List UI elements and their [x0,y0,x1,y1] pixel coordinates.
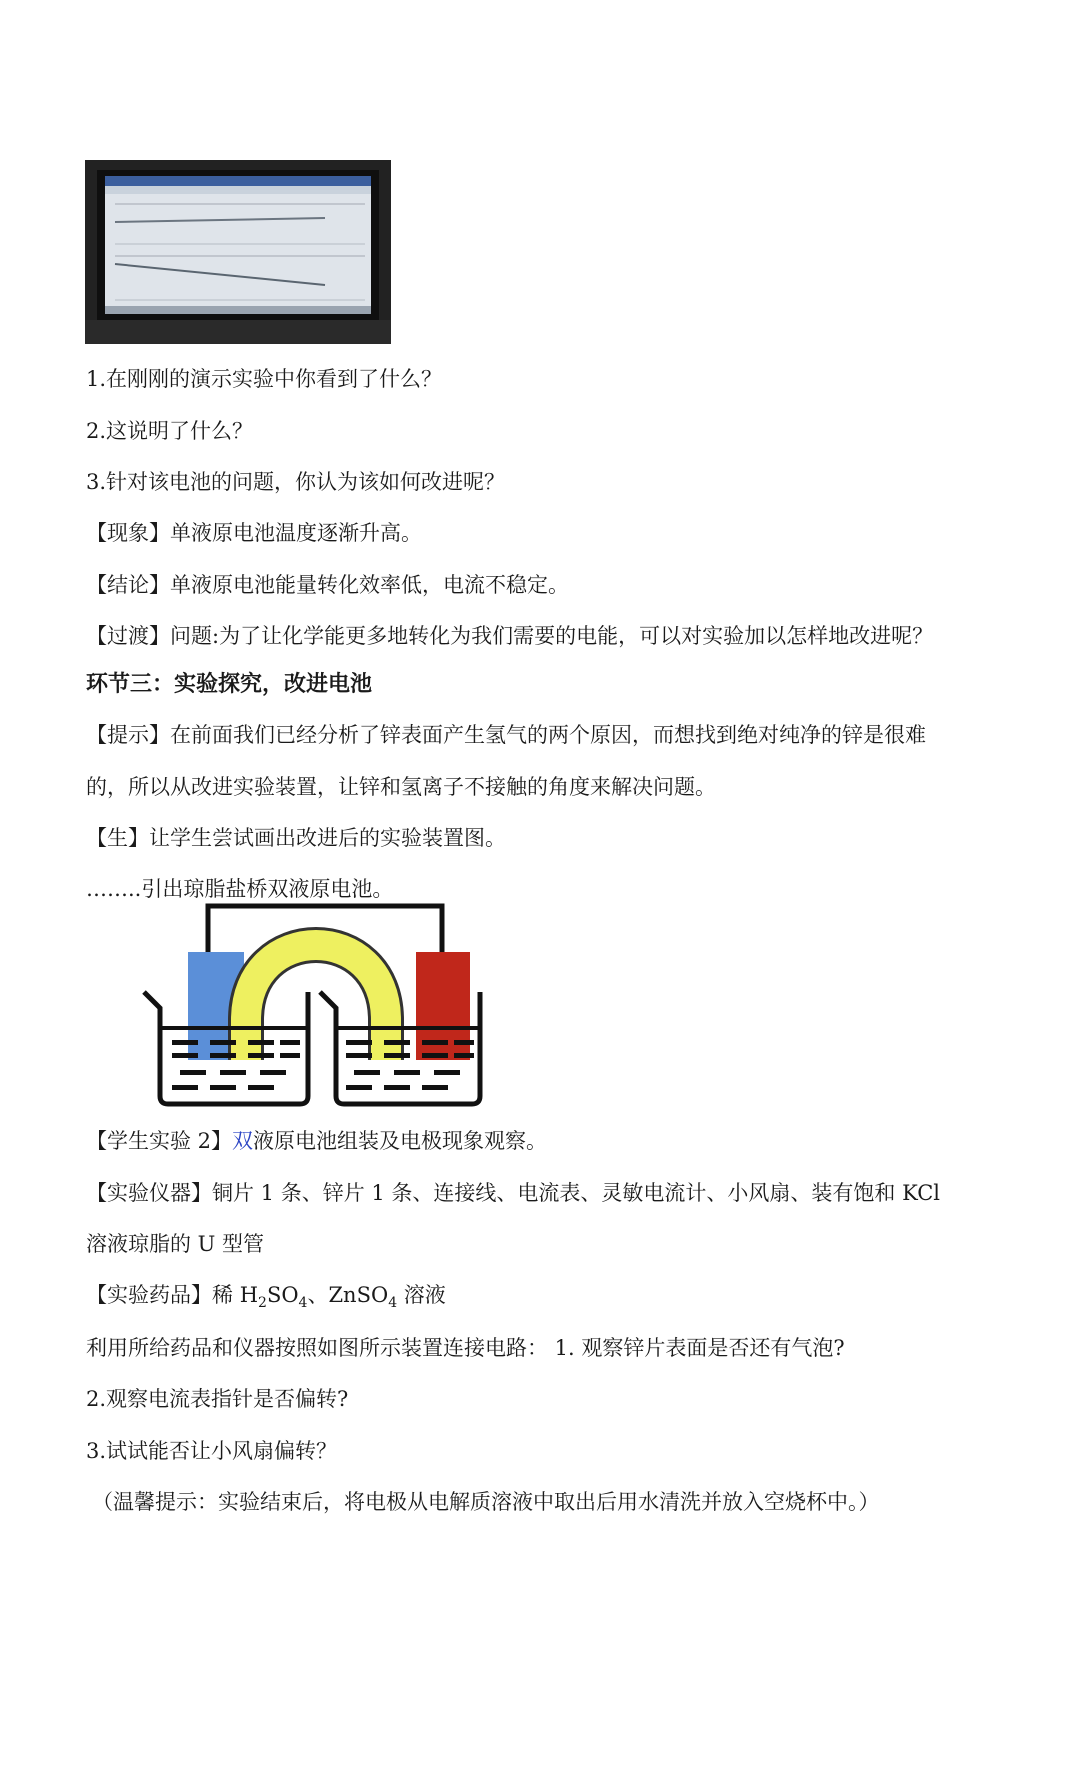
student-experiment-title: 【学生实验 2】双液原电池组装及电极现象观察。 [86,1129,548,1153]
student-task: 【生】让学生尝试画出改进后的实验装置图。 [86,826,506,850]
laptop-screen-photo [85,160,391,344]
section-title: 环节三：实验探究，改进电池 [86,672,373,697]
hint-line-2: 的，所以从改进实验装置，让锌和氢离子不接触的角度来解决问题。 [86,775,716,799]
conclusion: 【结论】单液原电池能量转化效率低，电流不稳定。 [86,573,569,597]
question-2: 2.这说明了什么？ [86,419,254,443]
salt-bridge-cell-diagram [140,900,500,1124]
chemicals: 【实验药品】稀 $H_2SO_4$、ZnSO$_4$ 溶液 [86,1283,446,1312]
instruments-line-1: 【实验仪器】铜片 1 条、锌片 1 条、连接线、电流表、灵敏电流计、小风扇、装有饱和 KCl [86,1181,941,1205]
phenomenon: 【现象】单液原电池温度逐渐升高。 [86,521,422,545]
step-3: 3.试试能否让小风扇偏转？ [86,1439,338,1463]
warm-tip: （温馨提示：实验结束后，将电极从电解质溶液中取出后用水清洗并放入空烧杯中。） [92,1490,880,1514]
question-1: 1.在刚刚的演示实验中你看到了什么？ [86,367,443,391]
transition: 【过渡】问题:为了让化学能更多地转化为我们需要的电能，可以对实验加以怎样地改进呢？ [86,624,934,648]
instruments-line-2: 溶液琼脂的 U 型管 [86,1232,265,1256]
step-1: 利用所给药品和仪器按照如图所示装置连接电路： 1. 观察锌片表面是否还有气泡? [86,1336,845,1360]
question-3: 3.针对该电池的问题，你认为该如何改进呢？ [86,470,506,494]
lead-in: ……..引出琼脂盐桥双液原电池。 [86,877,394,901]
step-2: 2.观察电流表指针是否偏转? [86,1387,349,1411]
hint-line-1: 【提示】在前面我们已经分析了锌表面产生氢气的两个原因，而想找到绝对纯净的锌是很难 [86,723,926,747]
